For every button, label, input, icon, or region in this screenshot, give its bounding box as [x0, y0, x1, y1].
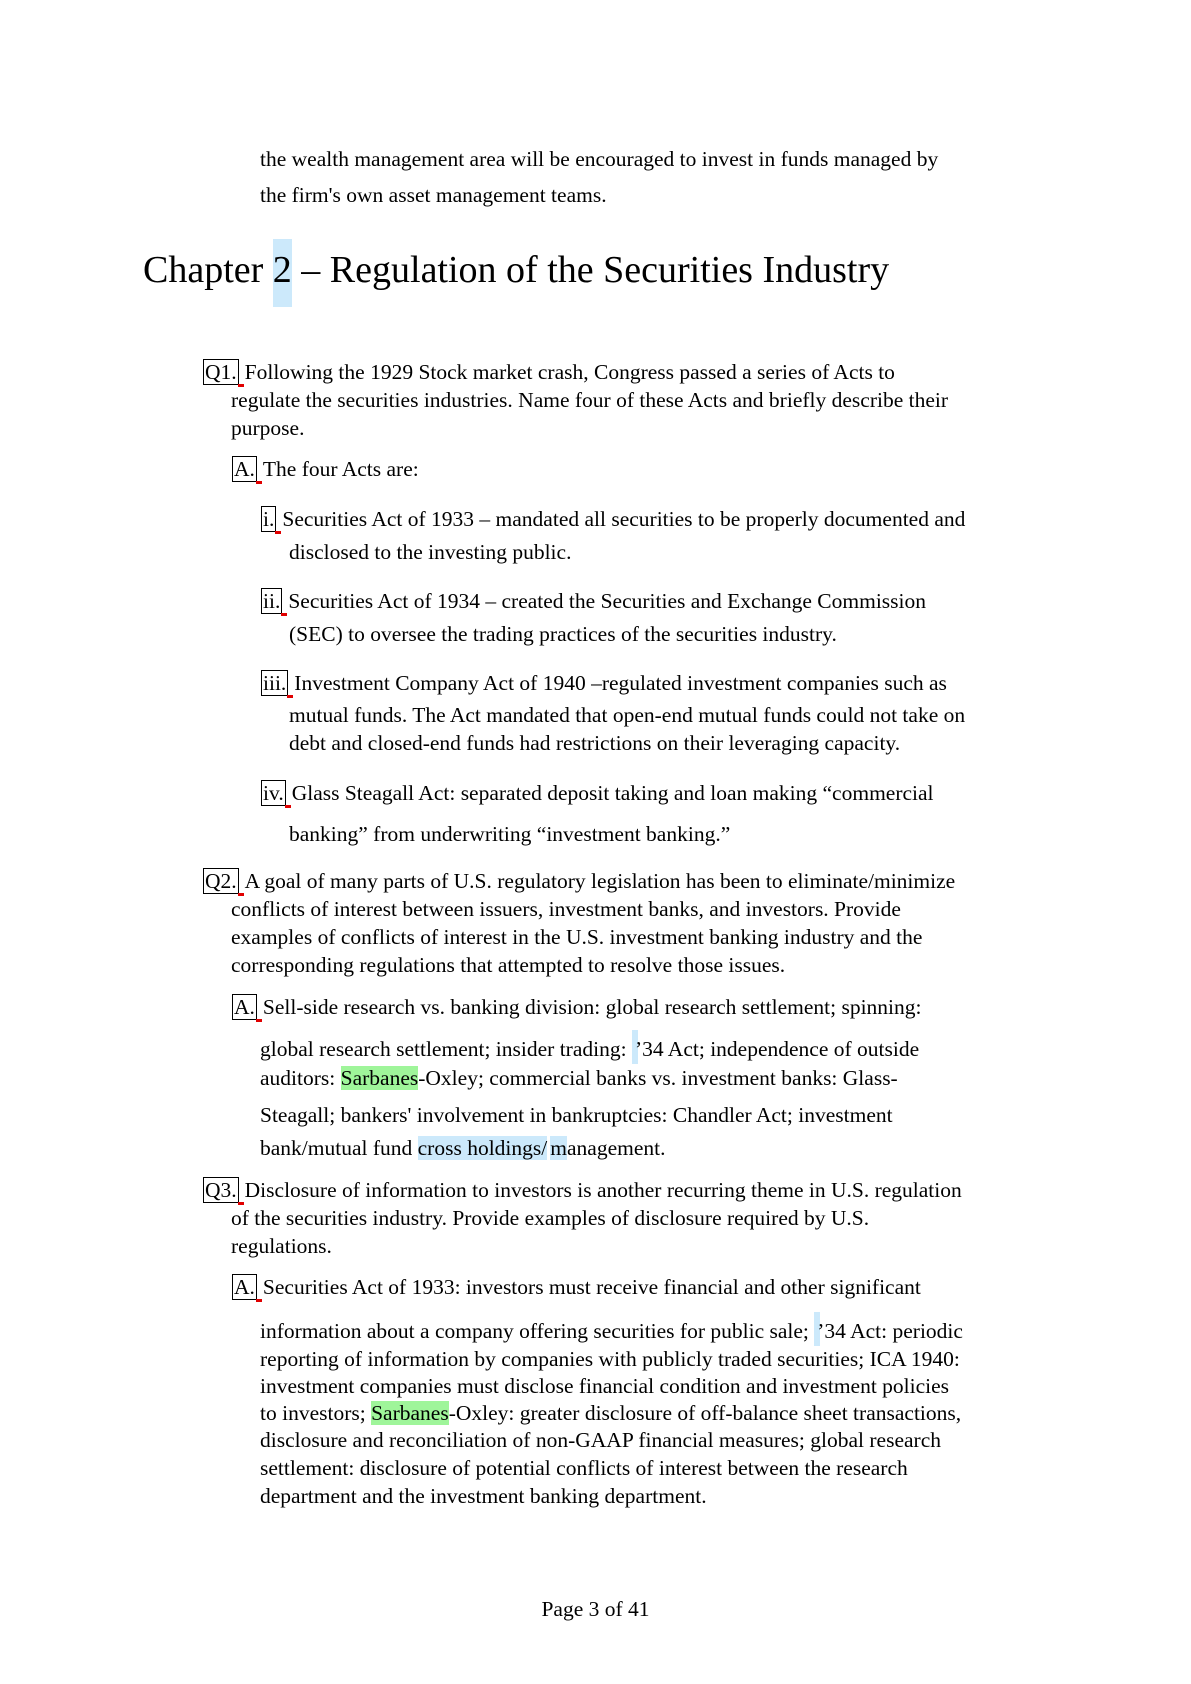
q1-item-iv-line-2: banking” from underwriting “investment banking.”	[289, 822, 731, 846]
item-iii-label: iii.	[263, 671, 287, 695]
highlighted-term-cross-holdings: cross holdings/	[417, 1136, 548, 1160]
item-iii-text-1: Investment Company Act of 1940 –regulated investment companies such as	[294, 671, 947, 695]
q1-item-iii-line-1	[261, 669, 947, 697]
q2-answer-text-2a: global research settlement; insider trading:	[260, 1037, 632, 1061]
q3-answer-line-3: reporting of information by companies with publicly traded securities; ICA 1940:	[260, 1347, 960, 1371]
item-ii-text-1: Securities Act of 1934 – created the Securities and Exchange Commission	[288, 589, 927, 613]
q3-answer-line-1	[232, 1273, 921, 1301]
q3-answer-text-2b: ’34 Act: periodic	[817, 1319, 963, 1343]
item-iv-text-1: Glass Steagall Act: separated deposit taking and loan making “commercial	[291, 781, 934, 805]
q3-answer-line-2	[260, 1312, 963, 1346]
q3-answer-line-6: disclosure and reconciliation of non-GAAP financial measures; global research	[260, 1428, 941, 1452]
chapter-heading	[143, 245, 889, 295]
q2-answer-line-5	[260, 1134, 665, 1162]
q1-item-ii-line-2: (SEC) to oversee the trading practices of the securities industry.	[289, 622, 837, 646]
q2-line-1	[203, 867, 955, 895]
item-i-text-1: Securities Act of 1933 – mandated all securities to be properly documented and	[282, 507, 966, 531]
q3-answer-text-5a: to investors;	[260, 1401, 372, 1425]
q3-answer-line-8: department and the investment banking department.	[260, 1484, 707, 1508]
q3-answer-line-7: settlement: disclosure of potential conflicts of interest between the research	[260, 1456, 908, 1480]
q1-answer	[232, 455, 419, 483]
q2-line-3: examples of conflicts of interest in the U.S. investment banking industry and the	[231, 925, 923, 949]
q2-answer-line-1	[232, 993, 922, 1021]
q2-answer-text-1: Sell-side research vs. banking division: global research settlement; spinning:	[262, 995, 922, 1019]
q3-answer-label: A.	[234, 1275, 255, 1299]
q1-label: Q1.	[205, 360, 237, 384]
q1-line-1	[203, 358, 895, 386]
q1-item-i-line-1	[261, 505, 965, 533]
chapter-prefix: Chapter	[143, 249, 273, 291]
q1-answer-text: The four Acts are:	[262, 457, 419, 481]
q3-answer-line-5	[260, 1399, 961, 1427]
q1-item-iii-line-2: mutual funds. The Act mandated that open-end mutual funds could not take on	[289, 703, 966, 727]
q3-answer-line-4: investment companies must disclose financial condition and investment policies	[260, 1374, 950, 1398]
q2-label: Q2.	[205, 869, 237, 893]
q3-answer-text-5b: -Oxley: greater disclosure of off-balance sheet transactions,	[448, 1401, 962, 1425]
q3-answer-text-1: Securities Act of 1933: investors must receive financial and other significant	[262, 1275, 921, 1299]
q3-label: Q3.	[205, 1178, 237, 1202]
q1-item-ii-line-1	[261, 587, 926, 615]
highlighted-term-sarbanes: Sarbanes	[371, 1401, 449, 1425]
q2-line-2: conflicts of interest between issuers, investment banks, and investors. Provide	[231, 897, 901, 921]
q1-item-iii-line-3: debt and closed-end funds had restrictions on their leveraging capacity.	[289, 731, 901, 755]
q1-item-i-line-2: disclosed to the investing public.	[289, 540, 572, 564]
q1-item-iv-line-1	[261, 779, 934, 807]
q2-answer-label: A.	[234, 995, 255, 1019]
highlighted-term-m: m	[550, 1136, 567, 1160]
q2-answer-text-5b: anagement.	[566, 1136, 666, 1160]
q2-answer-line-3	[260, 1064, 898, 1092]
q3-line-1	[203, 1176, 962, 1204]
q1-text-1: Following the 1929 Stock market crash, Congress passed a series of Acts to	[244, 360, 895, 384]
page-number: Page 3 of 41	[541, 1597, 650, 1621]
item-ii-label: ii.	[263, 589, 281, 613]
item-iv-label: iv.	[263, 781, 284, 805]
q3-line-3: regulations.	[231, 1234, 332, 1258]
q2-answer-text-3a: auditors:	[260, 1066, 341, 1090]
q2-answer-line-4: Steagall; bankers' involvement in bankruptcies: Chandler Act; investment	[260, 1103, 893, 1127]
intro-line-1: the wealth management area will be encouraged to invest in funds managed by	[260, 147, 939, 171]
q2-answer-text-2b: ’34 Act; independence of outside	[634, 1037, 920, 1061]
q2-answer-line-2	[260, 1030, 919, 1064]
q1-line-3: purpose.	[231, 416, 305, 440]
q1-answer-label: A.	[234, 457, 255, 481]
q2-answer-text-5a: bank/mutual fund	[260, 1136, 418, 1160]
q3-line-2: of the securities industry. Provide examples of disclosure required by U.S.	[231, 1206, 870, 1230]
chapter-number: 2	[273, 239, 292, 307]
q1-line-2: regulate the securities industries. Name four of these Acts and briefly describe their	[231, 388, 949, 412]
intro-line-2: the firm's own asset management teams.	[260, 183, 607, 207]
chapter-title: – Regulation of the Securities Industry	[291, 249, 890, 291]
q2-text-1: A goal of many parts of U.S. regulatory legislation has been to eliminate/minimize	[244, 869, 956, 893]
q3-text-1: Disclosure of information to investors is another recurring theme in U.S. regulation	[244, 1178, 962, 1202]
highlighted-term-sarbanes: Sarbanes	[340, 1066, 419, 1090]
q3-answer-text-2a: information about a company offering securities for public sale;	[260, 1319, 815, 1343]
q2-line-4: corresponding regulations that attempted to resolve those issues.	[231, 953, 786, 977]
q2-answer-text-3b: -Oxley; commercial banks vs. investment banks: Glass-	[418, 1066, 898, 1090]
item-i-label: i.	[263, 507, 275, 531]
